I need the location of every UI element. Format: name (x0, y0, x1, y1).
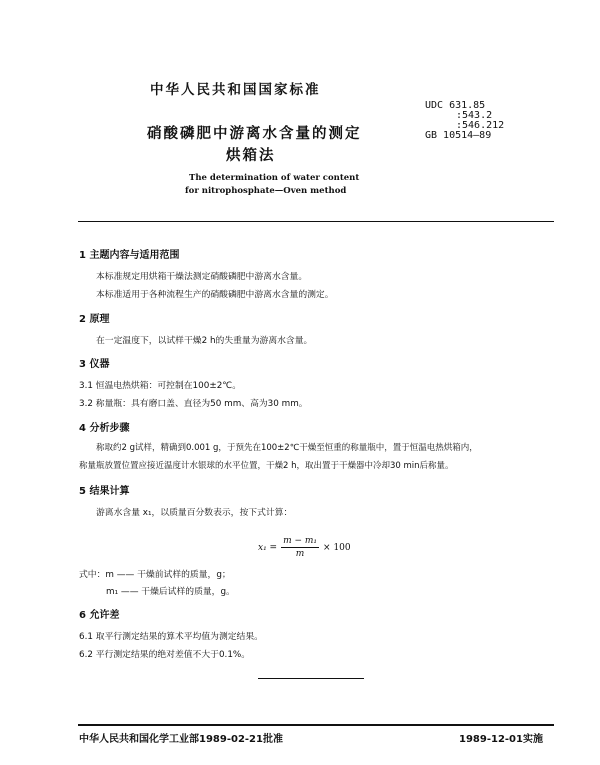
footer-divider (78, 724, 554, 726)
formula-rhs: × 100 (323, 542, 351, 553)
formula-denominator: m (295, 549, 305, 559)
standard-header: 中华人民共和国国家标准 (150, 82, 321, 98)
section-2-heading: 2 原理 (79, 314, 110, 325)
section-6-heading: 6 允许差 (79, 610, 120, 621)
section-3-heading: 3 仪器 (79, 359, 110, 370)
water-content-formula (258, 536, 351, 559)
udc-code: UDC 631.85 (425, 100, 486, 111)
section-6-1: 6.1 取平行测定结果的算术平均值为测定结果。 (79, 632, 263, 642)
end-of-text-line (258, 678, 364, 679)
section-4-heading: 4 分析步骤 (79, 423, 130, 434)
section-3-1: 3.1 恒温电热烘箱：可控制在100±2℃。 (79, 381, 241, 391)
section-1-paragraph-2: 本标准适用于各种流程生产的硝酸磷肥中游离水含量的测定。 (96, 290, 334, 300)
section-5-where-1: 式中：m —— 干燥前试样的质量，g； (79, 570, 231, 580)
document-title-en-line1: The determination of water content (189, 173, 360, 183)
section-2-paragraph-1: 在一定温度下，以试样干燥2 h的失重量为游离水含量。 (96, 336, 313, 346)
section-1-heading: 1 主题内容与适用范围 (79, 250, 180, 261)
document-title-cn: 硝酸磷肥中游离水含量的测定 (147, 126, 362, 142)
document-title-en-line2: for nitrophosphate—Oven method (185, 186, 347, 196)
document-subtitle-cn: 烘箱法 (226, 148, 276, 164)
gb-code: GB 10514—89 (425, 130, 492, 141)
section-6-2: 6.2 平行测定结果的绝对差值不大于0.1%。 (79, 650, 251, 660)
section-4-paragraph-2: 称量瓶放置位置应接近温度计水银球的水平位置，干燥2 h，取出置于干燥器中冷却30 min后称量。 (79, 461, 454, 471)
section-3-2: 3.2 称量瓶：具有磨口盖、直径为50 mm、高为30 mm。 (79, 399, 308, 409)
approval-notice: 中华人民共和国化学工业部1989-02-21批准 (79, 734, 283, 745)
section-5-paragraph-1: 游离水含量 x₁，以质量百分数表示，按下式计算： (96, 508, 293, 518)
effective-date: 1989-12-01实施 (459, 734, 543, 745)
formula-lhs: x₁ = (258, 542, 278, 553)
header-divider (78, 221, 554, 222)
section-5-heading: 5 结果计算 (79, 486, 130, 497)
udc-sub-code-2: :546.212 (456, 120, 505, 131)
udc-sub-code-1: :543.2 (456, 110, 493, 121)
formula-numerator: m − m₁ (283, 536, 318, 546)
section-5-where-2: m₁ —— 干燥后试样的质量，g。 (106, 587, 235, 597)
section-1-paragraph-1: 本标准规定用烘箱干燥法测定硝酸磷肥中游离水含量。 (96, 272, 308, 282)
section-4-paragraph-1: 称取约2 g试样，精确到0.001 g，于预先在100±2℃干燥至恒重的称量瓶中，置于恒温电热烘箱内， (96, 443, 478, 453)
formula-fraction (281, 536, 319, 559)
